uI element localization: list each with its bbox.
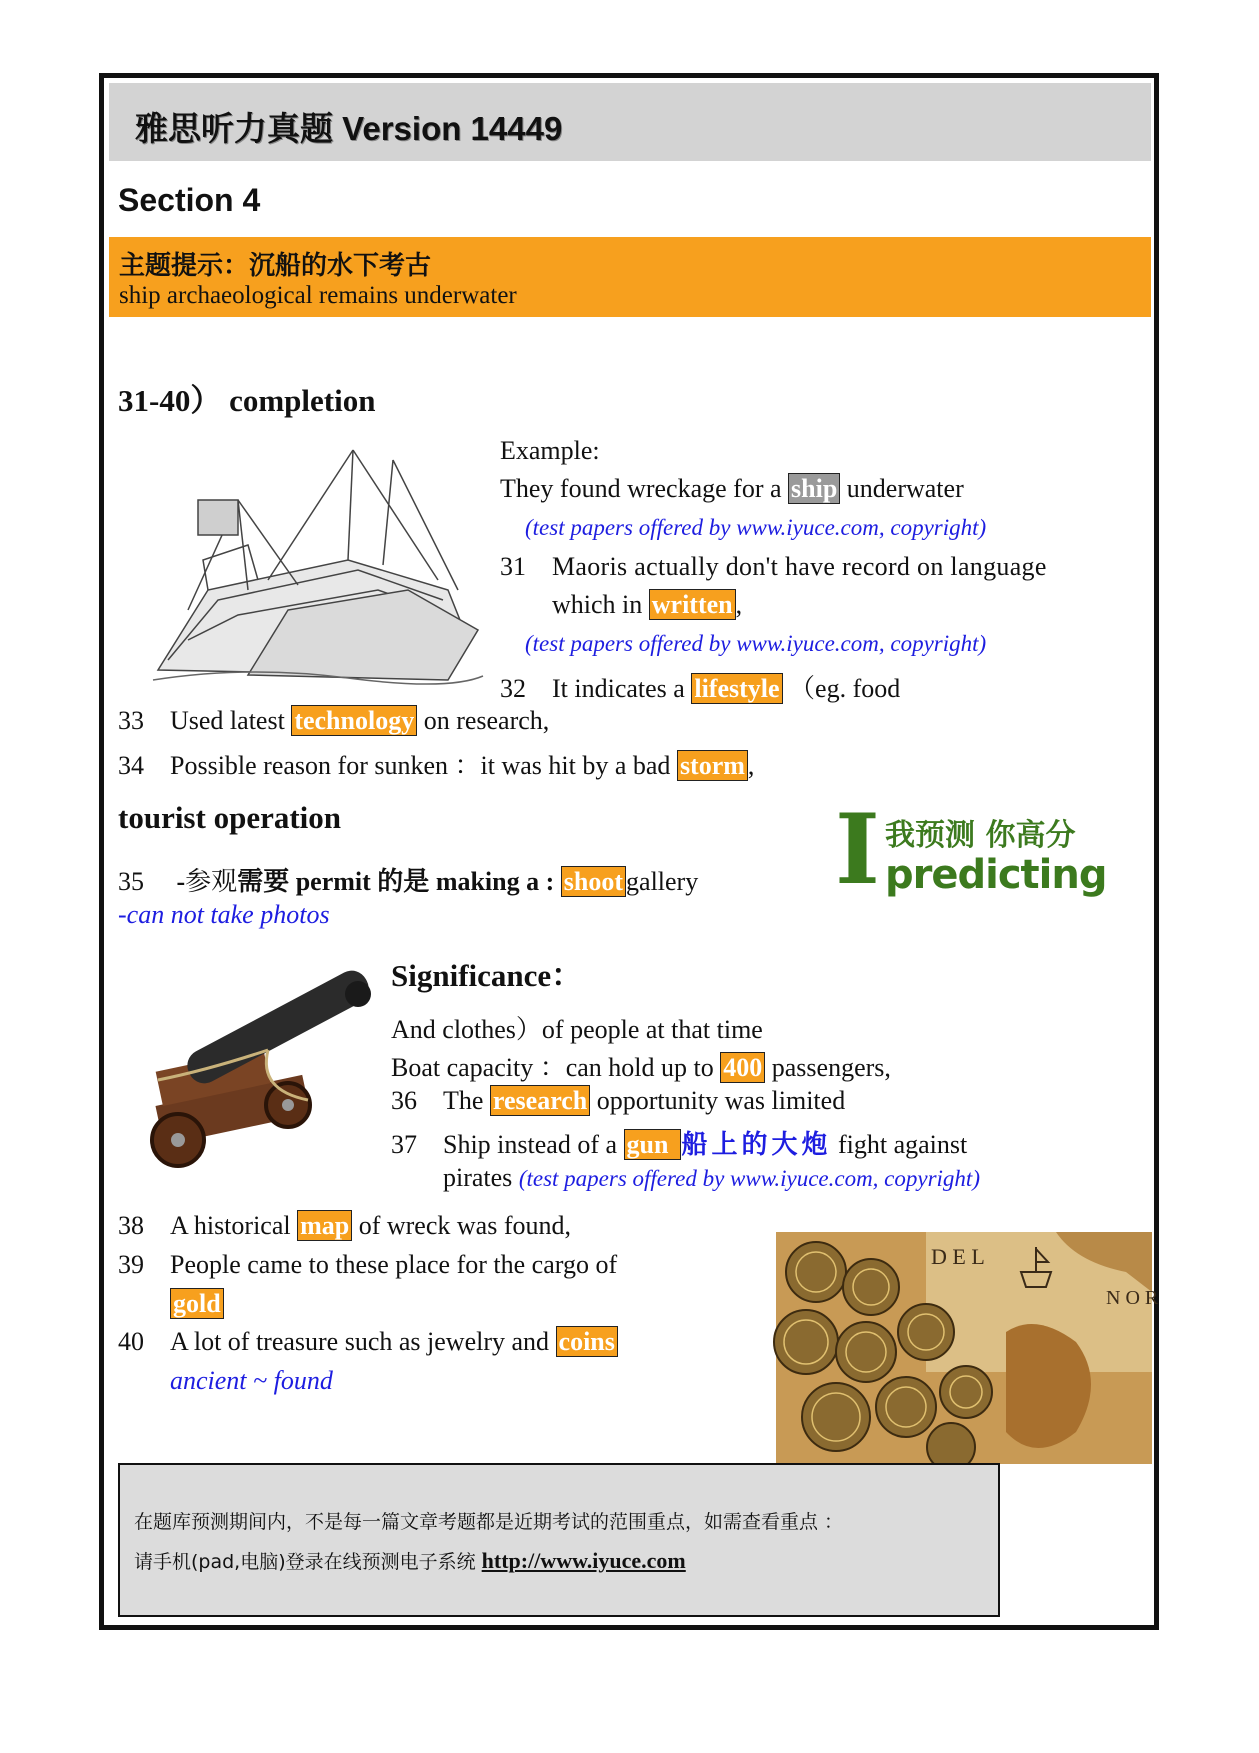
q37-zh: 船上的大炮: [681, 1130, 832, 1160]
q39-line2: [170, 1289, 224, 1319]
significance-heading: Significance：: [391, 958, 583, 993]
q31-line1: [500, 552, 1047, 582]
title-bar: [109, 83, 1151, 161]
q37-line2-text: pirates: [443, 1163, 519, 1192]
q35-dash: -: [170, 867, 186, 896]
boat-line: [391, 1047, 891, 1084]
q34-answer: storm: [677, 750, 748, 781]
q33-post: on research,: [417, 706, 550, 735]
q36-number: 36: [391, 1086, 417, 1115]
example-pre: They found wreckage for a: [500, 474, 789, 503]
svg-text:D E L: D E L: [931, 1244, 985, 1269]
boat-pre: Boat capacity ：can hold up to: [391, 1053, 721, 1082]
q35-answer: shoot: [561, 866, 626, 897]
q33-number: 33: [118, 706, 144, 735]
q31-post: ,: [735, 590, 743, 619]
q39-number: 39: [118, 1250, 144, 1279]
q39-line1: [118, 1250, 617, 1280]
q34-pre: Possible reason for sunken ：it was hit by a bad: [170, 751, 677, 780]
q35-zh1: 参观: [185, 867, 238, 897]
logo-letter: I: [835, 793, 880, 906]
boat-answer: 400: [720, 1052, 765, 1083]
q31-text: Maoris actually don't have record on language: [552, 552, 1047, 581]
topic-zh: 主题提示：沉船的水下考古: [119, 251, 432, 281]
treasure-map-image: [776, 1232, 1159, 1464]
q38-number: 38: [118, 1211, 144, 1240]
footer-line2: [134, 1547, 686, 1574]
q32-line: [500, 668, 900, 705]
q32-post: （eg. food: [782, 674, 901, 703]
q40-pre: A lot of treasure such as jewelry and: [170, 1327, 556, 1356]
q38-post: of wreck was found,: [352, 1211, 571, 1240]
page-title: 雅思听力真题 Version 14449: [135, 110, 563, 147]
footer-line2-text: 请手机(pad,电脑)登录在线预测电子系统: [134, 1551, 482, 1573]
topic-banner: [109, 237, 1151, 317]
cannon-image: [118, 980, 378, 1180]
q35-line: [118, 861, 698, 898]
tourist-heading: tourist operation: [118, 800, 342, 835]
q32-answer: lifestyle: [691, 673, 782, 704]
example-line: [500, 474, 964, 504]
q39-answer: gold: [170, 1288, 224, 1319]
q34-line: [118, 745, 754, 782]
q35-making: making a :: [429, 867, 561, 896]
q40-line: [118, 1327, 618, 1357]
q37-pre: Ship instead of a: [443, 1130, 624, 1159]
q33-line: [118, 706, 549, 736]
q36-answer: research: [490, 1085, 590, 1116]
logo-zh: 我预测 你高分: [885, 818, 1076, 853]
q31-number: 31: [500, 552, 526, 581]
q35-number: 35: [118, 867, 144, 896]
q40-note: ancient ~ found: [170, 1366, 333, 1395]
q36-post: opportunity was limited: [590, 1086, 846, 1115]
q40-number: 40: [118, 1327, 144, 1356]
q38-pre: A historical: [170, 1211, 298, 1240]
copyright-note: (test papers offered by www.iyuce.com, copyright): [518, 1166, 980, 1191]
part-heading: 31-40） completion: [118, 383, 376, 418]
example-post: underwater: [840, 474, 964, 503]
q38-answer: map: [297, 1210, 352, 1241]
q37-post: fight against: [831, 1130, 968, 1159]
q37-number: 37: [391, 1130, 417, 1159]
q31-line2-pre: which in: [552, 590, 649, 619]
copyright-note: (test papers offered by www.iyuce.com, copyright): [525, 631, 987, 656]
svg-text:N O R: N O R: [1106, 1287, 1159, 1309]
q40-answer: coins: [556, 1326, 618, 1357]
q38-line: [118, 1211, 571, 1241]
q34-post: ,: [747, 751, 755, 780]
q36-line: [391, 1086, 845, 1116]
logo-word: predicting: [885, 852, 1107, 898]
section-heading: Section 4: [118, 182, 261, 218]
q37-line2: [443, 1163, 980, 1193]
boat-post: passengers,: [765, 1053, 891, 1082]
q37-answer: gun: [624, 1129, 682, 1160]
q35-post: gallery: [626, 867, 699, 896]
q35-permit: permit: [289, 867, 378, 896]
q35-note: -can not take photos: [118, 900, 330, 929]
q32-pre: It indicates a: [552, 674, 692, 703]
q33-answer: technology: [291, 705, 417, 736]
footer-link[interactable]: http://www.iyuce.com: [481, 1548, 686, 1573]
example-answer: ship: [788, 473, 840, 504]
copyright-note: (test papers offered by www.iyuce.com, copyright): [525, 515, 987, 540]
q36-pre: The: [443, 1086, 490, 1115]
q39-pre: People came to these place for the cargo of: [170, 1250, 618, 1279]
footer-box: [118, 1463, 1000, 1617]
q35-zh2: 需要: [237, 867, 290, 897]
shipwreck-image: [148, 440, 488, 690]
q37-line1: [391, 1124, 967, 1161]
q33-pre: Used latest: [170, 706, 292, 735]
clothes-line: And clothes）of people at that time: [391, 1015, 763, 1044]
predicting-logo: [833, 793, 1123, 908]
q31-answer: written: [649, 589, 736, 620]
topic-en: ship archaeological remains underwater: [119, 282, 517, 309]
example-label: Example:: [500, 436, 600, 465]
q35-zh3: 的是: [377, 867, 430, 897]
q32-number: 32: [500, 674, 526, 703]
q31-line2: [552, 590, 742, 620]
q34-number: 34: [118, 751, 144, 780]
footer-line1: 在题库预测期间内，不是每一篇文章考题都是近期考试的范围重点，如需查看重点 ：: [134, 1511, 844, 1533]
